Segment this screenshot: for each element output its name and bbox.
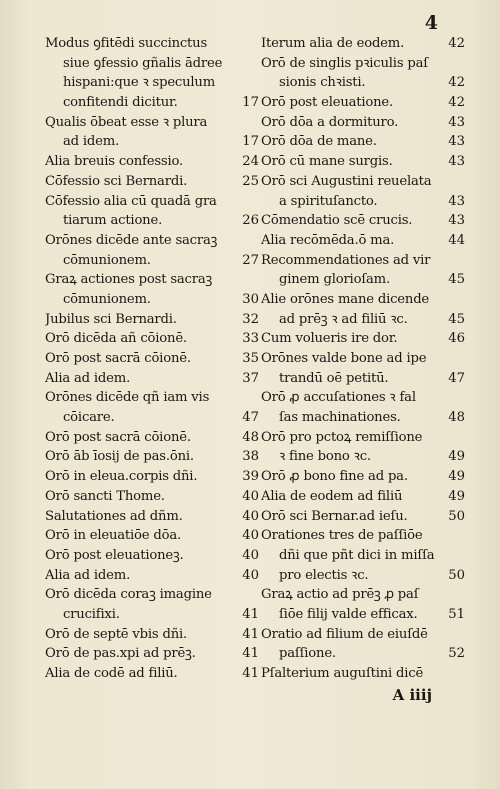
- index-entry-line: [45, 34, 259, 54]
- index-entry-line: [45, 388, 259, 408]
- entry-text: Cōmendatio scē crucis.: [261, 213, 413, 229]
- entry-text: crucifixi.: [63, 606, 120, 622]
- index-entry-line: [261, 113, 465, 133]
- index-entry-line: [261, 507, 465, 527]
- entry-text: Alia ad idem.: [45, 370, 131, 386]
- signature-mark: A iiij: [392, 686, 432, 704]
- entry-text: Orō in eleua.corpis dñi.: [45, 469, 198, 485]
- index-entry: [45, 467, 259, 487]
- entry-page-number: 40: [242, 547, 259, 563]
- entry-page-number: 43: [448, 193, 465, 209]
- entry-text: Orō cū mane surgis.: [261, 154, 393, 170]
- entry-page-number: 42: [448, 95, 465, 111]
- entry-page-number: 41: [242, 666, 259, 681]
- entry-text: paſſione.: [279, 646, 336, 662]
- entry-page-number: 17: [242, 95, 259, 111]
- entry-text: Iterum alia de eodem.: [261, 36, 405, 51]
- entry-text: Graꝝ actio ad prēꝫ ꝓ paſ: [261, 587, 419, 603]
- entry-text: Alia recōmēda.ō ma.: [261, 232, 395, 248]
- index-entry: [45, 231, 259, 270]
- entry-text: Orō post sacrā cōionē.: [45, 429, 191, 445]
- entry-page-number: 47: [242, 410, 259, 426]
- index-entry-line: [261, 605, 465, 625]
- entry-text: cōmunionem.: [63, 252, 151, 268]
- index-entry-line: [45, 329, 259, 349]
- entry-page-number: 26: [242, 213, 259, 229]
- index-entry: [261, 507, 465, 527]
- entry-text: cōmunionem.: [63, 291, 151, 307]
- index-entry-line: [45, 408, 259, 428]
- index-entry-line: [45, 231, 259, 251]
- index-entry: [45, 113, 259, 152]
- index-entry-line: [261, 585, 465, 605]
- entry-text: Orō dicēda coraꝫ imagine: [45, 587, 212, 603]
- entry-text: confitendi dicitur.: [63, 95, 178, 111]
- entry-text: Cōfessio sci Bernardi.: [45, 173, 188, 189]
- index-entry: [261, 34, 465, 54]
- entry-text: Modus ꝯfitēdi succinctus: [45, 36, 208, 51]
- index-entry: [45, 369, 259, 389]
- entry-page-number: 45: [448, 311, 465, 327]
- index-entry: [45, 526, 259, 546]
- entry-text: Orō post eleuatione.: [261, 95, 394, 111]
- entry-page-number: 50: [448, 567, 465, 583]
- entry-text: Orō de singlis pꝛiculis paſ: [261, 55, 428, 71]
- entry-page-number: 40: [242, 528, 259, 544]
- entry-text: Orō in eleuatiōe dōa.: [45, 528, 182, 544]
- entry-page-number: 24: [242, 154, 259, 170]
- folio-number: 4: [424, 12, 438, 34]
- index-entry-line: [261, 329, 465, 349]
- index-entry: [45, 329, 259, 349]
- index-entry: [45, 487, 259, 507]
- index-entry-line: [261, 546, 465, 566]
- entry-text: Orō ꝓ bono fine ad pa.: [261, 469, 408, 485]
- entry-page-number: 40: [242, 567, 259, 583]
- index-entry-line: [261, 310, 465, 330]
- entry-page-number: 50: [448, 508, 465, 524]
- index-entry: [261, 467, 465, 487]
- entry-text: pro electis ꝛc.: [279, 567, 369, 583]
- index-entry: [261, 93, 465, 113]
- index-entry: [45, 388, 259, 427]
- index-entry-line: [261, 73, 465, 93]
- index-entry-line: [45, 211, 259, 231]
- entry-text: Orationes tres de paſſiōe: [261, 528, 423, 544]
- entry-page-number: 27: [242, 252, 259, 268]
- index-entry-line: [45, 526, 259, 546]
- index-entry: [261, 349, 465, 388]
- index-entry-line: [45, 290, 259, 310]
- index-entry: [261, 54, 465, 93]
- index-entry-line: [45, 585, 259, 605]
- index-entry: [45, 192, 259, 231]
- entry-page-number: 43: [448, 213, 465, 229]
- index-entry-line: [45, 113, 259, 133]
- index-entry-line: [261, 251, 465, 271]
- index-entry-line: [261, 428, 465, 448]
- entry-page-number: 42: [448, 36, 465, 51]
- index-entry: [261, 172, 465, 211]
- index-entry-line: [45, 54, 259, 74]
- index-entry-line: [261, 54, 465, 74]
- entry-page-number: 38: [242, 449, 259, 465]
- entry-text: cōicare.: [63, 410, 115, 426]
- entry-page-number: 45: [448, 272, 465, 288]
- index-entry: [45, 664, 259, 684]
- entry-text: Alia breuis confessio.: [45, 154, 183, 170]
- index-entry: [261, 487, 465, 507]
- index-entry-line: [45, 487, 259, 507]
- index-entry: [45, 172, 259, 192]
- index-entry-line: [261, 132, 465, 152]
- index-entry-line: [261, 349, 465, 369]
- index-entry: [45, 546, 259, 566]
- index-entry-line: [45, 172, 259, 192]
- index-entry-line: [45, 310, 259, 330]
- entry-text: ad prēꝫ ꝛ ad filiū ꝛc.: [279, 311, 408, 327]
- index-entry: [261, 428, 465, 467]
- index-entry-line: [45, 625, 259, 645]
- index-entry: [261, 388, 465, 427]
- entry-text: ſas machinationes.: [279, 410, 401, 426]
- index-entry-line: [45, 270, 259, 290]
- entry-text: ad idem.: [63, 134, 120, 150]
- entry-text: Cum volueris ire dor.: [261, 331, 398, 347]
- index-entry-line: [45, 192, 259, 212]
- entry-text: Orō sci Augustini reuelata: [261, 173, 432, 189]
- index-entry: [261, 211, 465, 231]
- entry-text: Orō post eleuationeꝫ.: [45, 547, 184, 563]
- index-entry-line: [45, 251, 259, 271]
- entry-text: Orōnes dicēde qñ iam vis: [45, 390, 210, 406]
- entry-text: Qualis ōbeat esse ꝛ plura: [45, 114, 208, 130]
- index-entry-line: [261, 467, 465, 487]
- entry-page-number: 43: [448, 114, 465, 130]
- entry-text: Alia de codē ad filiū.: [45, 666, 178, 681]
- entry-text: Orō sci Bernar.ad ieſu.: [261, 508, 408, 524]
- index-entry: [261, 329, 465, 349]
- entry-text: Jubilus sci Bernardi.: [45, 311, 177, 327]
- index-entry: [45, 566, 259, 586]
- index-entry-line: [261, 270, 465, 290]
- index-entry-line: [45, 93, 259, 113]
- index-entry-line: [45, 664, 259, 684]
- entry-text: Orō de septē vbis dñi.: [45, 626, 188, 642]
- index-column-right: [261, 34, 465, 684]
- index-entry-line: [45, 152, 259, 172]
- index-entry-line: [261, 625, 465, 645]
- index-entry: [45, 349, 259, 369]
- index-entry: [45, 34, 259, 113]
- entry-text: Alia de eodem ad filiū: [261, 488, 403, 504]
- entry-page-number: 49: [448, 469, 465, 485]
- index-entry: [45, 428, 259, 448]
- index-entry-line: [261, 34, 465, 54]
- entry-text: Graꝝ actiones post sacraꝫ: [45, 272, 213, 288]
- index-entry-line: [45, 349, 259, 369]
- entry-page-number: 41: [242, 646, 259, 662]
- entry-text: Alie orōnes mane dicende: [261, 291, 430, 307]
- entry-text: Orō sancti Thome.: [45, 488, 165, 504]
- index-column-left: [45, 34, 259, 684]
- entry-text: siue ꝯfessio gñalis ādree: [63, 55, 223, 71]
- index-entry-line: [261, 93, 465, 113]
- entry-text: a spirituſancto.: [279, 193, 378, 209]
- index-entry-line: [261, 447, 465, 467]
- index-entry: [261, 113, 465, 133]
- index-entry-line: [261, 192, 465, 212]
- index-entry-line: [261, 644, 465, 664]
- entry-text: Orōnes valde bone ad ipe: [261, 351, 427, 366]
- entry-page-number: 30: [242, 291, 259, 307]
- entry-page-number: 49: [448, 449, 465, 465]
- entry-page-number: 51: [448, 606, 465, 622]
- entry-page-number: 37: [242, 370, 259, 386]
- index-entry-line: [45, 644, 259, 664]
- index-entry-line: [261, 211, 465, 231]
- index-entry-line: [261, 526, 465, 546]
- index-entry-line: [45, 132, 259, 152]
- index-entry-line: [45, 447, 259, 467]
- entry-text: Orōnes dicēde ante sacraꝫ: [45, 232, 218, 248]
- entry-text: ginem glorioſam.: [279, 272, 390, 288]
- index-entry: [45, 585, 259, 624]
- entry-page-number: 32: [242, 311, 259, 327]
- index-entry: [261, 152, 465, 172]
- entry-text: ſiōe filij valde efficax.: [279, 606, 418, 622]
- entry-page-number: 17: [242, 134, 259, 150]
- index-entry-line: [261, 487, 465, 507]
- index-entry-line: [261, 152, 465, 172]
- entry-text: tiarum actione.: [63, 213, 163, 229]
- entry-page-number: 39: [242, 469, 259, 485]
- index-entry-line: [45, 507, 259, 527]
- entry-text: Pſalterium auguſtini dicē: [261, 666, 424, 681]
- index-entry: [261, 290, 465, 329]
- entry-text: Orō de pas.xpi ad prēꝫ.: [45, 646, 196, 662]
- entry-text: Alia ad idem.: [45, 567, 131, 583]
- entry-page-number: 48: [242, 429, 259, 445]
- entry-text: Cōfessio alia cū quadā gra: [45, 193, 217, 209]
- index-entry-line: [261, 566, 465, 586]
- entry-text: ꝛ fine bono ꝛc.: [279, 449, 371, 465]
- entry-text: trandū oē petitū.: [279, 370, 389, 386]
- index-entry-line: [45, 428, 259, 448]
- entry-text: dñi que pñt dici in miſſa: [279, 547, 435, 563]
- index-entry: [45, 644, 259, 664]
- entry-text: sionis chꝛisti.: [279, 75, 366, 91]
- entry-page-number: 43: [448, 154, 465, 170]
- entry-text: Orō dōa de mane.: [261, 134, 377, 150]
- entry-page-number: 48: [448, 410, 465, 426]
- entry-page-number: 41: [242, 626, 259, 642]
- index-entry: [45, 447, 259, 467]
- entry-page-number: 33: [242, 331, 259, 347]
- index-entry: [45, 625, 259, 645]
- entry-page-number: 49: [448, 488, 465, 504]
- index-entry-line: [261, 408, 465, 428]
- index-entry-line: [45, 467, 259, 487]
- entry-text: Orō post sacrā cōionē.: [45, 351, 191, 366]
- entry-text: Salutationes ad dñm.: [45, 508, 183, 524]
- entry-page-number: 43: [448, 134, 465, 150]
- entry-text: Orō dicēda añ cōionē.: [45, 331, 187, 347]
- index-entry: [261, 625, 465, 664]
- index-entry: [261, 585, 465, 624]
- index-entry-line: [45, 369, 259, 389]
- index-entry: [261, 132, 465, 152]
- entry-text: Oratio ad filium de eiuſdē: [261, 626, 428, 642]
- index-entry-line: [261, 388, 465, 408]
- index-entry-line: [261, 664, 465, 684]
- entry-page-number: 40: [242, 488, 259, 504]
- index-entry-line: [45, 605, 259, 625]
- entry-page-number: 44: [448, 232, 465, 248]
- entry-text: Orō pro pctoꝝ remiſſione: [261, 429, 423, 445]
- index-entry-line: [261, 231, 465, 251]
- index-entry-line: [45, 546, 259, 566]
- index-entry-line: [261, 172, 465, 192]
- entry-page-number: 47: [448, 370, 465, 386]
- index-entry-line: [45, 566, 259, 586]
- entry-text: Orō ꝓ accuſationes ꝛ fal: [261, 390, 416, 406]
- index-entry: [261, 231, 465, 251]
- index-entry: [45, 507, 259, 527]
- entry-page-number: 42: [448, 75, 465, 91]
- index-entry-line: [261, 290, 465, 310]
- entry-text: Recommendationes ad vir: [261, 252, 431, 268]
- entry-text: hispani:que ꝛ speculum: [63, 75, 216, 91]
- entry-page-number: 40: [242, 508, 259, 524]
- entry-page-number: 41: [242, 606, 259, 622]
- index-entry-line: [261, 369, 465, 389]
- index-entry-line: [45, 73, 259, 93]
- index-entry: [261, 526, 465, 585]
- entry-page-number: 52: [448, 646, 465, 662]
- index-entry: [261, 251, 465, 290]
- index-entry: [45, 152, 259, 172]
- entry-page-number: 35: [242, 351, 259, 366]
- entry-text: Orō dōa a dormituro.: [261, 114, 399, 130]
- entry-page-number: 25: [242, 173, 259, 189]
- index-entry: [45, 310, 259, 330]
- index-entry: [45, 270, 259, 309]
- entry-text: Orō āb īosij de pas.ōni.: [45, 449, 194, 465]
- index-entry: [261, 664, 465, 684]
- entry-page-number: 46: [448, 331, 465, 347]
